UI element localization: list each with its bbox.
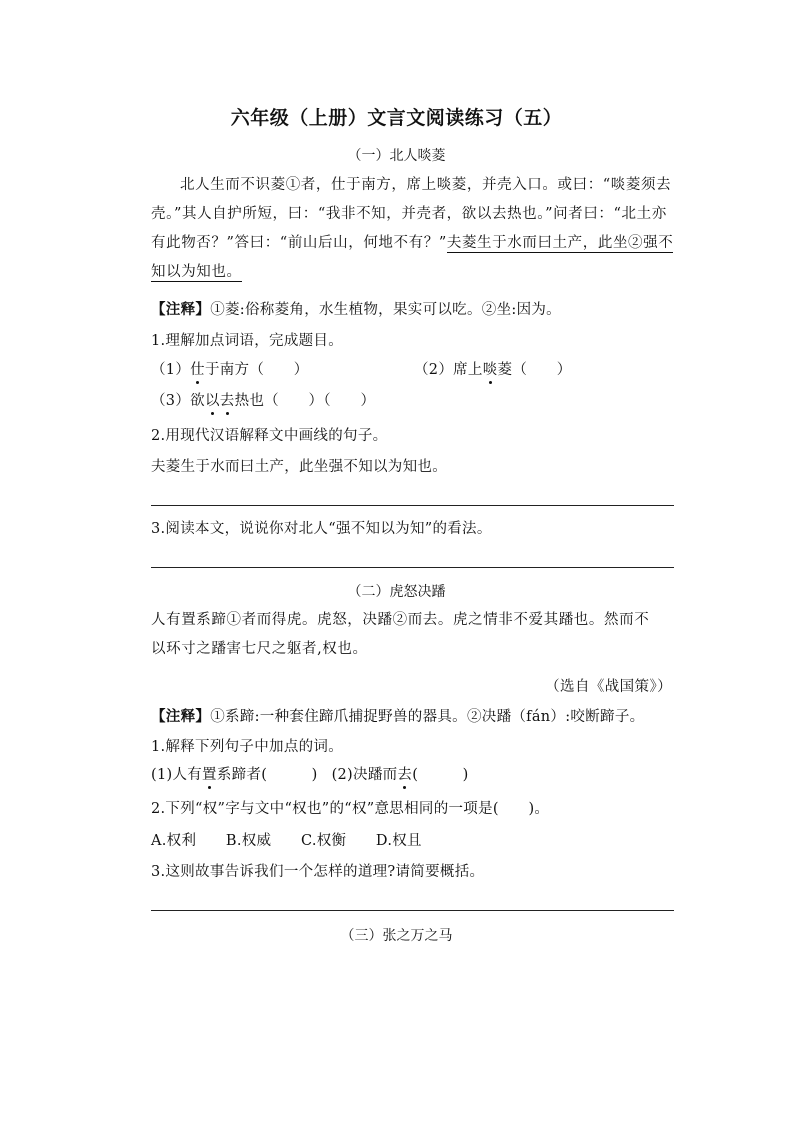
page-title: 六年级（上册）文言文阅读练习（五） [230,107,563,129]
s1-question-2-sentence: 夫菱生于水而曰土产，此坐强不知以为知也。 [151,459,447,475]
s1-question-1-item-2 [414,360,572,380]
s1-question-2: 2.用现代汉语解释文中画线的句子。 [151,428,388,444]
s2-question-2: 2.下列“权”字与文中“权也”的“权”意思相同的一项是( )。 [151,801,550,817]
dotted-word: 啖 [482,362,498,378]
item-prefix: （1） [151,362,191,378]
source-citation: （选自《战国策》） [545,679,672,695]
note-text: ①系蹄:一种套住蹄爪捕捉野兽的器具。②决蹯（fán）:咬断蹄子。 [210,709,645,725]
passage-line: 人有置系蹄①者而得虎。虎怒，决蹯②而去。虎之情非不爱其蹯也。然而不 [151,612,650,628]
dotted-word: 去 [397,767,413,783]
item-prefix: (1)人有 [151,767,203,783]
item-prefix: (2)决蹯而 [331,767,398,783]
underlined-sentence: 夫菱生于水而曰土产，此坐②强不 [446,235,674,251]
item-prefix: （2）席上 [414,362,483,378]
answer-line[interactable] [151,567,674,568]
underlined-sentence: 知以为知也。 [151,264,242,280]
passage-line: 壳。”其人自护所短，曰：“我非不知，并壳者，欲以去热也。”问者曰：“北土亦 [151,206,667,222]
dotted-word: 置 [202,767,217,783]
item-answer-blank[interactable]: 系蹄者( ) [216,767,318,783]
note-label: 【注释】 [151,708,211,725]
dotted-word: 去 [219,393,235,409]
s1-question-1-item-1 [151,360,309,380]
section-2-note [151,707,644,727]
passage-line: 北人生而不识菱①者，仕于南方，席上啖菱，并壳入口。或曰：“啖菱须去 [180,177,672,193]
s2-question-1-items [151,765,469,785]
section-1-heading: （一）北人啖菱 [347,148,446,164]
passage-line: 有此物否？”答曰：“前山后山，何地不有？” [151,235,447,251]
item-answer-blank[interactable]: 热也（ ）（ ） [234,393,376,409]
dotted-word: 以 [204,393,220,409]
item-answer-blank[interactable]: 于南方（ ） [204,362,309,378]
note-label: 【注释】 [151,301,211,318]
section-1-passage [151,171,676,287]
note-text: ①菱:俗称菱角，水生植物，果实可以吃。②坐:因为。 [210,302,561,318]
s1-question-3: 3.阅读本文，说说你对北人“强不知以为知”的看法。 [151,521,492,537]
answer-line[interactable] [151,910,674,911]
section-2-passage [151,606,676,664]
item-answer-blank[interactable]: ( ) [412,767,469,783]
s2-question-1: 1.解释下列句子中加点的词。 [151,739,344,755]
section-2-heading: （二）虎怒决蹯 [347,584,446,600]
passage-line: 以环寸之蹯害七尺之躯者,权也。 [151,641,368,657]
answer-line[interactable] [151,505,674,506]
s1-question-1-item-3 [151,391,375,411]
dotted-word: 仕 [190,362,205,378]
section-3-heading: （三）张之万之马 [340,928,453,944]
item-answer-blank[interactable]: 菱（ ） [497,362,572,378]
s2-question-2-options[interactable]: A.权利 B.权威 C.权衡 D.权且 [151,833,422,849]
item-prefix: （3）欲 [151,393,205,409]
s1-question-1: 1.理解加点词语，完成题目。 [151,333,344,349]
s2-question-3: 3.这则故事告诉我们一个怎样的道理?请简要概括。 [151,864,485,880]
section-1-note [151,300,561,320]
